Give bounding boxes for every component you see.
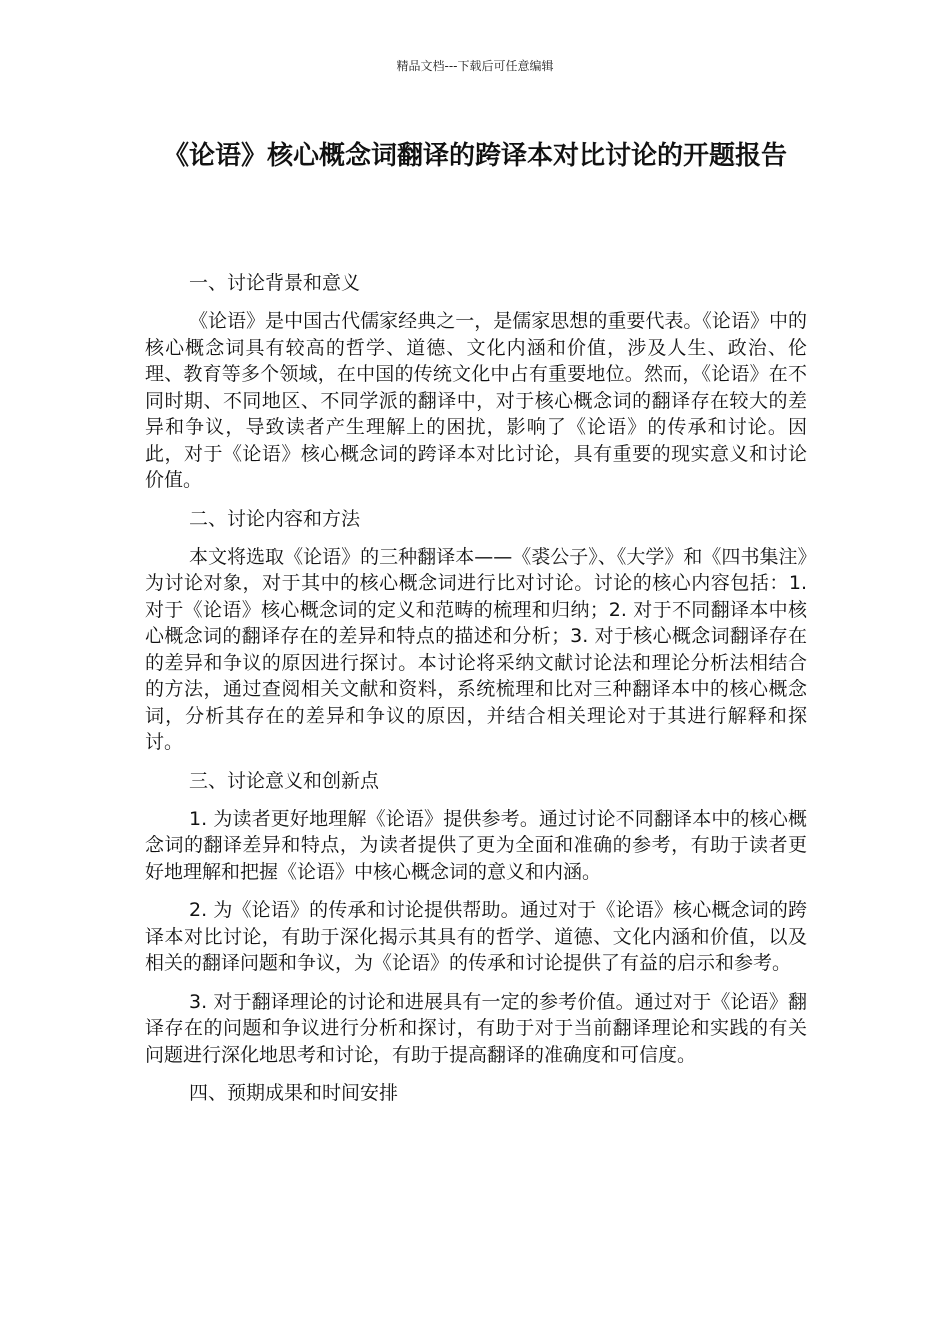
body-paragraph: 1. 为读者更好地理解《论语》提供参考。通过讨论不同翻译本中的核心概念词的翻译差异和特点，为读者提供了更为全面和准确的参考，有助于读者更好地理解和把握《论语》中核心概念词的意义和内涵。 bbox=[145, 807, 807, 883]
body-paragraph: 3. 对于翻译理论的讨论和进展具有一定的参考价值。通过对于《论语》翻译存在的问题和争议进行分析和探讨，有助于对于当前翻译理论和实践的有关问题进行深化地思考和讨论，有助于提高翻译的准确度和可信度。 bbox=[145, 990, 807, 1066]
body-paragraph: 2. 为《论语》的传承和讨论提供帮助。通过对于《论语》核心概念词的跨译本对比讨论，有助于深化揭示其具有的哲学、道德、文化内涵和价值，以及相关的翻译问题和争议，为《论语》的传承和讨论提供了有益的启示和参考。 bbox=[145, 899, 807, 974]
document-title: 《论语》核心概念词翻译的跨译本对比讨论的开题报告 bbox=[162, 141, 787, 171]
body-paragraph: 本文将选取《论语》的三种翻译本——《裘公子》、《大学》和《四书集注》为讨论对象，对于其中的核心概念词进行比对讨论。讨论的核心内容包括：1. 对于《论语》核心概念词的定义和范畴的梳理和归纳；2. 对于不同翻译本中核心概念词的翻译存在的差异和特点的描述和分析；3. 对于核心概念词翻译存在的差异和争议的原因进行探讨。本讨论将采纳文献讨论法和理论分析法相结合的方法，通过查阅相关文献和资料，系统梳理和比对三种翻译本中的核心概念词，分析其存在的差异和争议的原因，并结合相关理论对于其进行解释和探讨。 bbox=[145, 545, 807, 753]
section-heading: 四、预期成果和时间安排 bbox=[189, 1082, 399, 1104]
section-heading: 三、讨论意义和创新点 bbox=[189, 769, 380, 792]
body-paragraph: 《论语》是中国古代儒家经典之一，是儒家思想的重要代表。《论语》中的核心概念词具有较高的哲学、道德、文化内涵和价值，涉及人生、政治、伦理、教育等多个领域，在中国的传统文化中占有重要地位。然而，《论语》在不同时期、不同地区、不同学派的翻译中，对于核心概念词的翻译存在较大的差异和争议，导致读者产生理解上的困扰，影响了《论语》的传承和讨论。因此，对于《论语》核心概念词的跨译本对比讨论，具有重要的现实意义和讨论价值。 bbox=[145, 310, 807, 491]
page-header: 精品文档---下载后可任意编辑 bbox=[396, 59, 554, 73]
document-body bbox=[145, 270, 807, 1118]
section-heading: 二、讨论内容和方法 bbox=[189, 507, 361, 530]
section-heading: 一、讨论背景和意义 bbox=[189, 272, 361, 294]
